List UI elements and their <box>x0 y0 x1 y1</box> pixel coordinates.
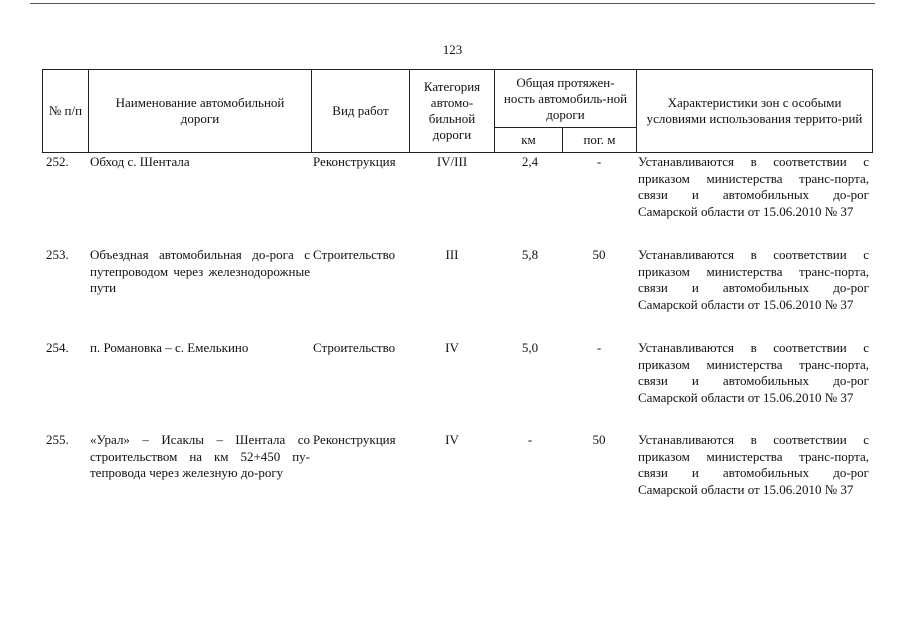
road-category: III <box>445 247 459 262</box>
road-name: п. Романовка – с. Емелькино <box>90 340 249 355</box>
top-border-line <box>30 3 875 4</box>
road-name: «Урал» – Исаклы – Шентала со строительством на км 52+450 пу-тепровода через железную до-рогу <box>90 432 310 480</box>
row-number: 253. <box>46 247 69 262</box>
zone-characteristics: Устанавливаются в соответствии с приказом министерства транс-порта, связи и автомобильных до-рог Самарской области от 15.06.2010 № 37 <box>638 432 869 497</box>
length-pm: 50 <box>592 247 606 262</box>
road-category: IV <box>445 340 459 355</box>
header-km: км <box>521 132 536 147</box>
header-num: № п/п <box>48 103 83 118</box>
road-name: Объездная автомобильная до-рога с путепроводом через железнодорожные пути <box>90 247 310 295</box>
zone-characteristics: Устанавливаются в соответствии с приказом министерства транс-порта, связи и автомобильных до-рог Самарской области от 15.06.2010 № 37 <box>638 340 869 405</box>
zone-characteristics: Устанавливаются в соответствии с приказом министерства транс-порта, связи и автомобильных до-рог Самарской области от 15.06.2010 № 37 <box>638 154 869 219</box>
length-pm: - <box>596 340 602 355</box>
road-category: IV <box>445 432 459 447</box>
header-length: Общая протяжен-ность автомобиль-ной дороги <box>503 74 628 122</box>
header-category: Категория автомо-бильной дороги <box>423 79 481 142</box>
row-number: 252. <box>46 154 69 169</box>
road-name: Обход с. Шентала <box>90 154 190 169</box>
header-pm: пог. м <box>583 132 616 147</box>
row-number: 254. <box>46 340 69 355</box>
header-name: Наименование автомобильной дороги <box>115 95 285 126</box>
work-type: Реконструкция <box>313 154 396 169</box>
page-number: 123 <box>442 42 463 57</box>
length-pm: 50 <box>592 432 606 447</box>
work-type: Строительство <box>313 340 396 355</box>
header-zones: Характеристики зон с особыми условиями использования террито-рий <box>646 95 863 126</box>
length-km: 5,8 <box>521 247 539 262</box>
length-km: - <box>527 432 533 447</box>
row-number: 255. <box>46 432 69 447</box>
zone-characteristics: Устанавливаются в соответствии с приказом министерства транс-порта, связи и автомобильных до-рог Самарской области от 15.06.2010 № 37 <box>638 247 869 312</box>
table-header <box>42 69 873 153</box>
work-type: Реконструкция <box>313 432 396 447</box>
length-pm: - <box>596 154 602 169</box>
road-category: IV/III <box>436 154 468 169</box>
length-km: 2,4 <box>521 154 539 169</box>
header-work: Вид работ <box>332 103 389 118</box>
work-type: Строительство <box>313 247 396 262</box>
length-km: 5,0 <box>521 340 539 355</box>
